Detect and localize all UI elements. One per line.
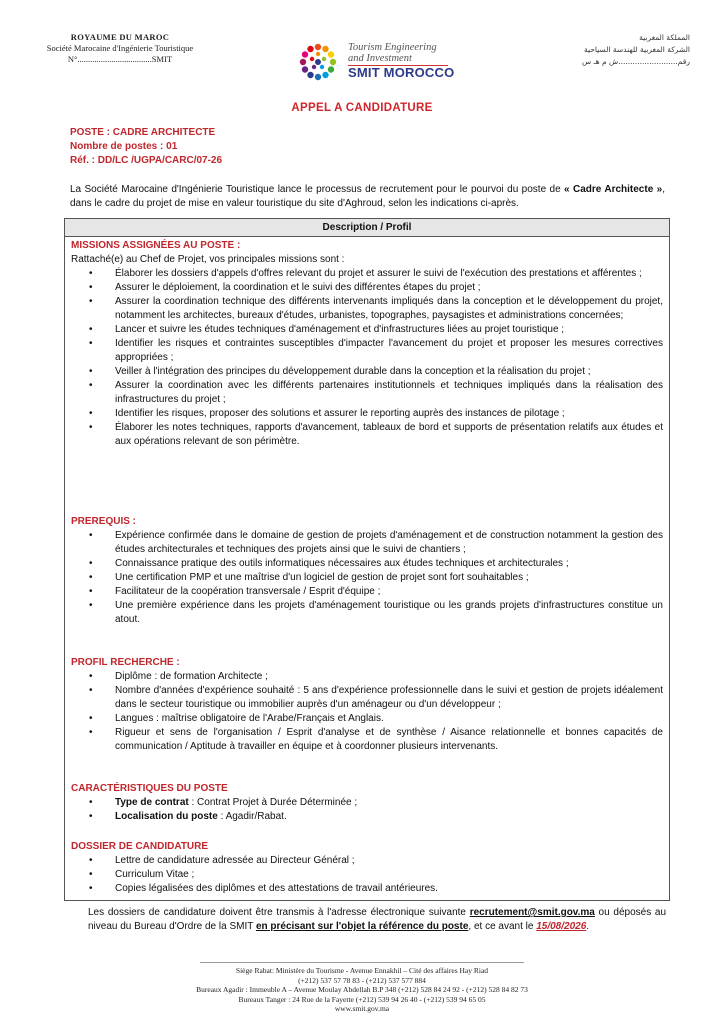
list-item: • Langues : maîtrise obligatoire de l'Arabe/Français et Anglais. [89, 713, 384, 724]
list-item: • Curriculum Vitae ; [89, 869, 195, 880]
reference-line-fr: N°...................................SMIT [67, 54, 173, 64]
list-item: • Identifier les risques et contraintes susceptibles d'impacter l'avancement du projet et proposer les mesures correctives appropriées ; [89, 338, 663, 363]
list-item: • Assurer le déploiement, la coordination et le suivi des différentes étapes du projet ; [89, 282, 481, 293]
position-block [70, 126, 222, 168]
missions-subtitle: Rattaché(e) au Chef de Projet, vos principales missions sont : [71, 254, 345, 265]
prerequis-list [71, 529, 663, 627]
list-item: • Élaborer les notes techniques, rapports d'avancement, tableaux de bord et supports de présentation relatifs aux études et aux opérations relevant de son périmètre. [89, 422, 663, 447]
missions-list [71, 267, 663, 449]
list-item: • Expérience confirmée dans le domaine de gestion de projets d'aménagement et de construction notamment la gestion des études architecturales et techniques des projets ainsi que le suivi de chantiers ; [89, 530, 663, 555]
missions-title: MISSIONS ASSIGNÉES AU POSTE : [71, 240, 241, 251]
closing-text-3: , et ce avant le [468, 921, 537, 932]
intro-text-1: La Société Marocaine d'Ingénierie Touristique lance le processus de recrutement pour le pourvoi du poste de [70, 184, 565, 195]
prerequis-title: PREREQUIS : [71, 516, 137, 527]
list-item: • Lettre de candidature adressée au Directeur Général ; [89, 855, 355, 866]
list-item: • Identifier les risques, proposer des solutions et assurer le reporting auprès des instances de pilotage ; [89, 408, 565, 419]
prerequis-section [71, 515, 663, 627]
list-item: • Lancer et suivre les études techniques d'aménagement et d'infrastructures liées au projet touristique ; [89, 324, 565, 335]
logo-brand: SMIT MOROCCO [348, 65, 455, 80]
intro-position-name: « Cadre Architecte » [564, 184, 663, 195]
closing-text-1: Les dossiers de candidature doivent être transmis à l'adresse électronique suivante [88, 907, 470, 918]
position-title: POSTE : CADRE ARCHITECTE [70, 127, 216, 138]
footer [0, 966, 724, 1014]
dossier-title: DOSSIER DE CANDIDATURE [71, 841, 209, 852]
header-left-block [30, 32, 210, 65]
reference-line-ar: رقم.........................ش م هـ س [581, 57, 690, 66]
missions-section [71, 239, 663, 449]
list-item: • Une certification PMP et une maîtrise d'un logiciel de gestion de projet sont fort souhaitables ; [89, 572, 529, 583]
footer-line: (+212) 537 57 78 83 - (+212) 537 577 884 [298, 975, 426, 985]
footer-website-link[interactable]: www.smit.gov.ma [334, 1004, 390, 1013]
footer-line: Siège Rabat: Ministère du Tourisme - Avenue Ennakhil – Cité des affaires Hay Riad [235, 966, 489, 975]
list-item: • Connaissance pratique des outils informatiques nécessaires aux études techniques et architecturales ; [89, 558, 569, 569]
profil-list [71, 670, 663, 754]
position-count: Nombre de postes : 01 [70, 141, 178, 152]
intro-text-2: , dans le cadre du projet de mise en valeur touristique du site d'Aghroud, selon les indications ci-après. [70, 184, 665, 209]
dossier-section [71, 840, 663, 896]
list-item: • Diplôme : de formation Architecte ; [89, 671, 268, 682]
caracteristiques-list [71, 796, 663, 824]
closing-text-2: ou déposés au niveau du Bureau d'Ordre de la SMIT [88, 907, 667, 932]
footer-divider [200, 962, 524, 963]
closing-emphasis: en précisant sur l'objet la référence du poste [255, 921, 469, 932]
contact-email-link[interactable]: recrutement@smit.gov.ma [469, 907, 595, 918]
deadline-date: 15/08/2026 [536, 921, 587, 932]
closing-text-4: . [586, 921, 590, 932]
closing-paragraph [88, 906, 666, 934]
list-item: • Facilitateur de la coopération transversale / Esprit d'équipe ; [89, 586, 381, 597]
profil-title: PROFIL RECHERCHE : [71, 657, 180, 668]
smit-logo [294, 38, 464, 86]
list-item: • Type de contrat : Contrat Projet à Durée Déterminée ; [89, 797, 358, 808]
intro-paragraph [70, 183, 665, 211]
company-name-fr: Société Marocaine d'Ingénierie Touristique [46, 43, 194, 53]
description-table [64, 218, 670, 901]
list-item: • Localisation du poste : Agadir/Rabat. [89, 811, 287, 822]
smit-logo-icon [294, 38, 342, 86]
caracteristiques-title: CARACTÉRISTIQUES DU POSTE [71, 783, 228, 794]
position-reference: Réf. : DD/LC /UGPA/CARC/07-26 [70, 155, 223, 166]
list-item: • Élaborer les dossiers d'appels d'offres relevant du projet et assurer le suivi de l'exécution des prestations et afférentes ; [89, 268, 642, 279]
footer-line: Bureaux Tanger : 24 Rue de la Fayette (+212) 539 94 26 40 - (+212) 539 94 65 05 [238, 994, 486, 1004]
list-item: • Nombre d'années d'expérience souhaité : 5 ans d'expérience professionnelle dans le suivi et gestion de projets idéalement dans le secteur touristique ou immobilier auprès d'un aménageur ou d'un développeur ; [89, 685, 663, 710]
logo-tagline-2: and Investment [348, 53, 412, 64]
list-item: • Copies légalisées des diplômes et des attestations de travail antérieures. [89, 883, 438, 894]
list-item: • Assurer la coordination avec les différents partenaires institutionnels et techniques impliqués dans la réalisation des infrastructures du projet ; [89, 380, 663, 405]
header-right-block [530, 32, 690, 68]
footer-line: Bureaux Agadir : Immeuble A – Avenue Moulay Abdellah B.P 348 (+212) 528 84 24 92 - (+212) 528 84 82 73 [196, 985, 528, 994]
list-item: • Une première expérience dans les projets d'aménagement touristique ou les grands projets d'infrastructures constitue un atout. [89, 600, 663, 625]
dossier-list [71, 854, 663, 896]
list-item: • Rigueur et sens de l'organisation / Esprit d'analyse et de synthèse / Aisance relationnelle et bonnes capacités de communication / Aptitude à travailler en équipe et à coordonner plusieurs intervenants. [89, 727, 663, 752]
page-title: APPEL A CANDIDATURE [291, 102, 433, 114]
list-item: • Assurer la coordination technique des différents intervenants impliqués dans la conception et le développement du projet, notamment les architectes, bureaux d'études, urbanistes, topographes, paysagistes et administrations concernées; [89, 296, 663, 321]
profil-section [71, 656, 663, 754]
table-header: Description / Profil [65, 219, 669, 237]
company-name-ar: الشركة المغربية للهندسة السياحية [583, 45, 690, 54]
kingdom-label-ar: المملكة المغربية [639, 33, 690, 42]
logo-tagline-1: Tourism Engineering [348, 42, 437, 53]
kingdom-label: ROYAUME DU MAROC [70, 32, 170, 42]
caracteristiques-section [71, 782, 663, 824]
list-item: • Veiller à l'intégration des principes du développement durable dans la conception et la réalisation du projet ; [89, 366, 591, 377]
